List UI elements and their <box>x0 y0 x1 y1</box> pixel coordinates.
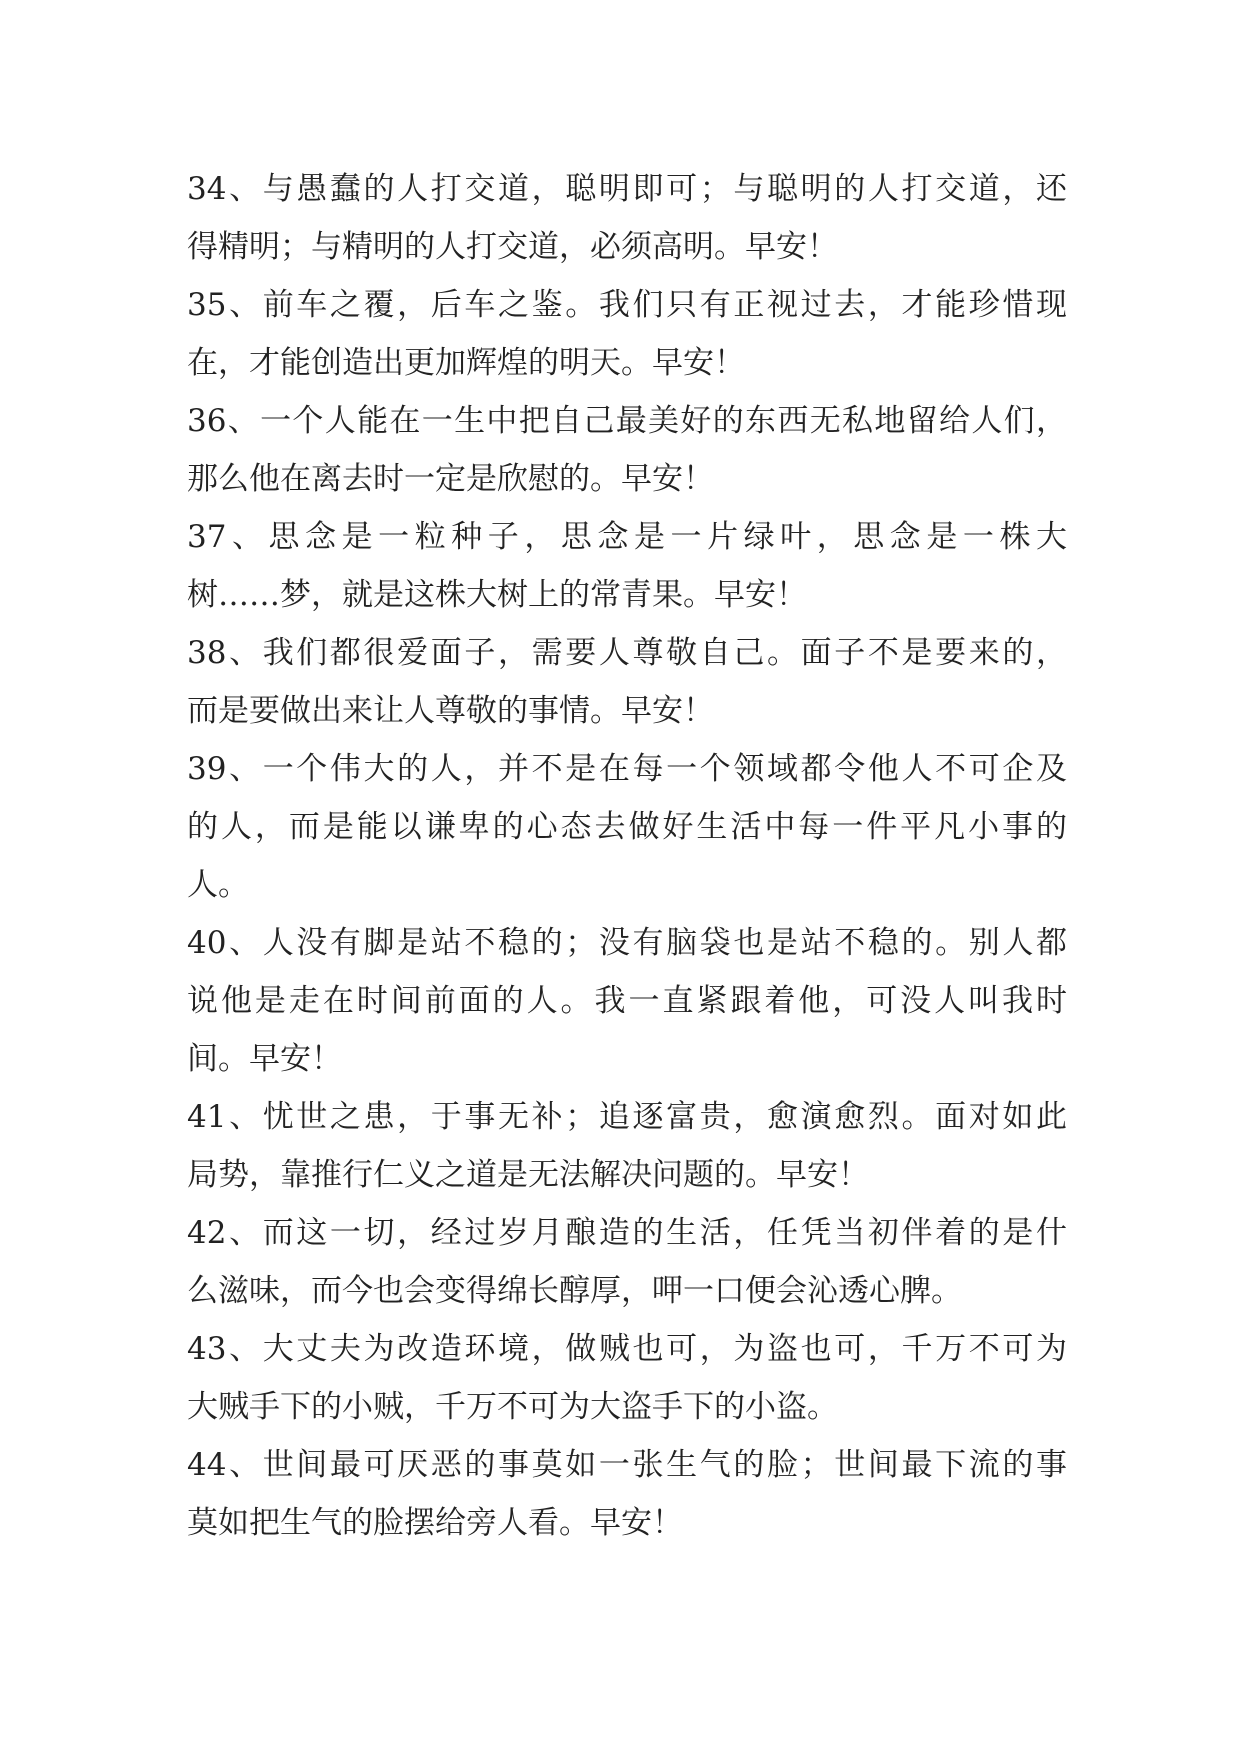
text-line: 而是要做出来让人尊敬的事情。早安！ <box>187 693 714 729</box>
text-line: 42、而这一切，经过岁月酿造的生活，任凭当初伴着的是什 <box>187 1215 1067 1251</box>
text-line: 44、世间最可厌恶的事莫如一张生气的脸；世间最下流的事 <box>187 1447 1067 1483</box>
text-line: 37、思念是一粒种子，思念是一片绿叶，思念是一株大 <box>187 519 1067 555</box>
text-line: 大贼手下的小贼，千万不可为大盗手下的小盗。 <box>187 1389 838 1425</box>
text-line: 树……梦，就是这株大树上的常青果。早安！ <box>187 577 807 613</box>
text-line: 得精明；与精明的人打交道，必须高明。早安！ <box>187 229 838 265</box>
text-line: 的人，而是能以谦卑的心态去做好生活中每一件平凡小事的 <box>187 809 1067 845</box>
text-line: 在，才能创造出更加辉煌的明天。早安！ <box>187 345 745 381</box>
text-line: 么滋味，而今也会变得绵长醇厚，呷一口便会沁透心脾。 <box>187 1273 962 1309</box>
text-line: 34、与愚蠢的人打交道，聪明即可；与聪明的人打交道，还 <box>187 171 1067 207</box>
text-line: 40、人没有脚是站不稳的；没有脑袋也是站不稳的。别人都 <box>187 925 1067 961</box>
text-line: 莫如把生气的脸摆给旁人看。早安！ <box>187 1505 683 1541</box>
text-line: 43、大丈夫为改造环境，做贼也可，为盗也可，千万不可为 <box>187 1331 1067 1367</box>
text-line: 说他是走在时间前面的人。我一直紧跟着他，可没人叫我时 <box>187 983 1067 1019</box>
text-line: 间。早安！ <box>187 1041 342 1077</box>
text-line: 35、前车之覆，后车之鉴。我们只有正视过去，才能珍惜现 <box>187 287 1067 323</box>
text-line: 人。 <box>187 867 249 903</box>
text-line: 局势，靠推行仁义之道是无法解决问题的。早安！ <box>187 1157 869 1193</box>
text-line: 那么他在离去时一定是欣慰的。早安！ <box>187 461 714 497</box>
text-line: 38、我们都很爱面子，需要人尊敬自己。面子不是要来的， <box>187 635 1067 671</box>
text-line: 39、一个伟大的人，并不是在每一个领域都令他人不可企及 <box>187 751 1067 787</box>
document-body <box>187 160 1067 1552</box>
text-line: 41、忧世之患，于事无补；追逐富贵，愈演愈烈。面对如此 <box>187 1099 1067 1135</box>
text-line: 36、一个人能在一生中把自己最美好的东西无私地留给人们， <box>187 403 1067 439</box>
